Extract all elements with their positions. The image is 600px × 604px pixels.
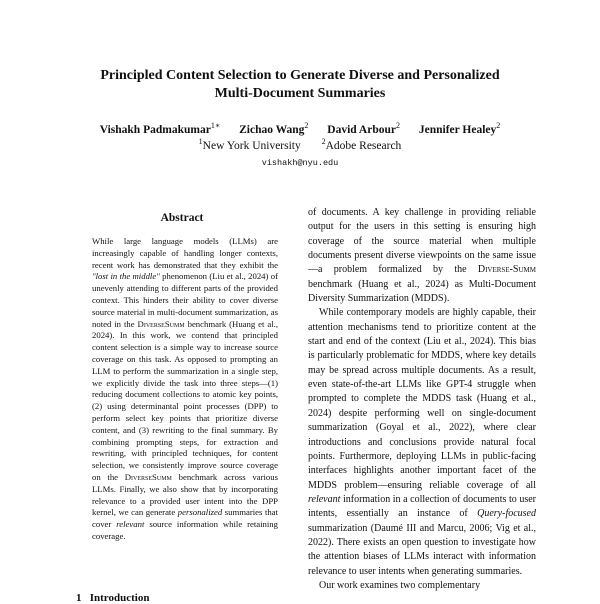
abstract-italic-word: personalized [177, 507, 223, 518]
body-italic-word: relevant [308, 493, 341, 505]
section-title: Introduction [89, 592, 150, 604]
abstract-text-run: benchmark (Huang et al., 2024). In this work, we contend that principled content selection is a simple way to increase source coverage on this task. As opposed to prompting an LLM to perform the summarization in a single step, we explicitly divide the task into three steps—(1) reducing document collections to atomic key points, (2) using determinantal point processes (DPP) to perform select key points that prioritize diverse content, and (3) rewriting to the final summary. By combining prompting steps, for extraction and rewriting, with principled techniques, for content selection, we consistently improve source coverage on the [92, 318, 279, 482]
abstract-text-run: While large language models (LLMs) are increasingly capable of handling longer contexts, recent work has demonstrated that they exhibit the [92, 236, 278, 270]
body-text-run: information in a collection of documents to user intents, essentially an instance of [308, 493, 536, 520]
title-line-2: Multi-Document Summaries [214, 86, 386, 101]
abstract-italic-quote: "lost in the middle" [92, 271, 160, 282]
author-email: vishakh@nyu.edu [261, 158, 339, 168]
body-paragraph: Our work examines two complementary [319, 579, 481, 591]
abstract-italic-word: relevant [116, 519, 145, 530]
author-sup: 2 [304, 121, 309, 131]
affiliation-sup: 1 [198, 137, 203, 147]
body-text-run: of documents. A key challenge in providing reliable output for the users in this setting is ensuring high coverage of the source material when multiple documents present diverse viewpoints on the same issue—a problem formalized by the [308, 207, 536, 276]
abstract-heading: Abstract [160, 212, 204, 224]
author [327, 123, 400, 137]
author-sup: 1∗ [210, 121, 221, 131]
affiliations [60, 139, 540, 153]
body-text-run: While contemporary models are highly capable, their attention mechanisms tend to prioritize content at the start and end of the context (Liu et al., 2024). This bias is particularly problematic for MDDS, where key details may be spread across multiple documents. As a result, even state-of-the-art LLMs like GPT-4 struggle when prompted to complete the MDDS task (Huang et al., 2024) despite performing well on single-document summarization (Goyal et al., 2022), where clear introductions and conclusions provide natural focal points. Furthermore, deploying LLMs in public-facing interfaces highlights another important facet of the MDDS problem—ensuring reliable coverage of all [308, 307, 536, 491]
author [100, 123, 221, 137]
body-text-run: benchmark (Huang et al., 2024) as Multi-Document Diversity Summarization (MDDS). [308, 278, 536, 305]
body-right-column [308, 206, 536, 593]
author-name: David Arbour [327, 124, 396, 136]
title-line-1: Principled Content Selection to Generate Diverse and Personalized [100, 68, 500, 83]
affiliation [322, 139, 402, 153]
body-paragraph [308, 206, 536, 306]
abstract-text-run: benchmark across various LLMs. Finally, we also show that by incorporating relevance to a provided user intent into the DPP kernel, we can generate [92, 471, 278, 518]
author-name: Zichao Wang [239, 124, 305, 136]
abstract-text-run: source information while retaining coverage. [92, 519, 278, 541]
abstract-text-run: phenomenon (Liu et al., 2024) of unevenly attending to different parts of the provided context. This hinders their ability to cover diverse source material in multi-document summarization, as noted in the [92, 271, 278, 329]
author-name: Vishakh Padmakumar [99, 124, 211, 136]
benchmark-name: DiverseSumm [137, 318, 185, 329]
author-sup: 2 [396, 121, 400, 131]
author-list [60, 123, 540, 137]
author-name: Jennifer Healey [418, 124, 497, 136]
abstract-text [92, 236, 278, 543]
benchmark-name: Diverse-Summ [477, 264, 536, 276]
affiliation-name: New York University [202, 140, 301, 152]
author-sup: 2 [496, 121, 501, 131]
body-italic-word: Query-focused [477, 508, 536, 520]
affiliation-name: Adobe Research [325, 140, 402, 152]
affiliation-sup: 2 [321, 137, 326, 147]
author [239, 123, 308, 137]
benchmark-name: DiverseSumm [124, 471, 172, 482]
abstract-text-run: summaries that cover [92, 507, 278, 530]
section-heading [76, 592, 149, 604]
author [419, 123, 500, 137]
body-paragraph [308, 306, 536, 579]
body-text-run: summarization (Daumé III and Marcu, 2006; Vig et al., 2022). There exists an open question to investigate how the attention biases of LLMs interact with information relevance to user intents when generating summaries. [308, 522, 536, 577]
section-number: 1 [76, 592, 82, 604]
affiliation [199, 139, 301, 153]
paper-title [60, 67, 540, 103]
